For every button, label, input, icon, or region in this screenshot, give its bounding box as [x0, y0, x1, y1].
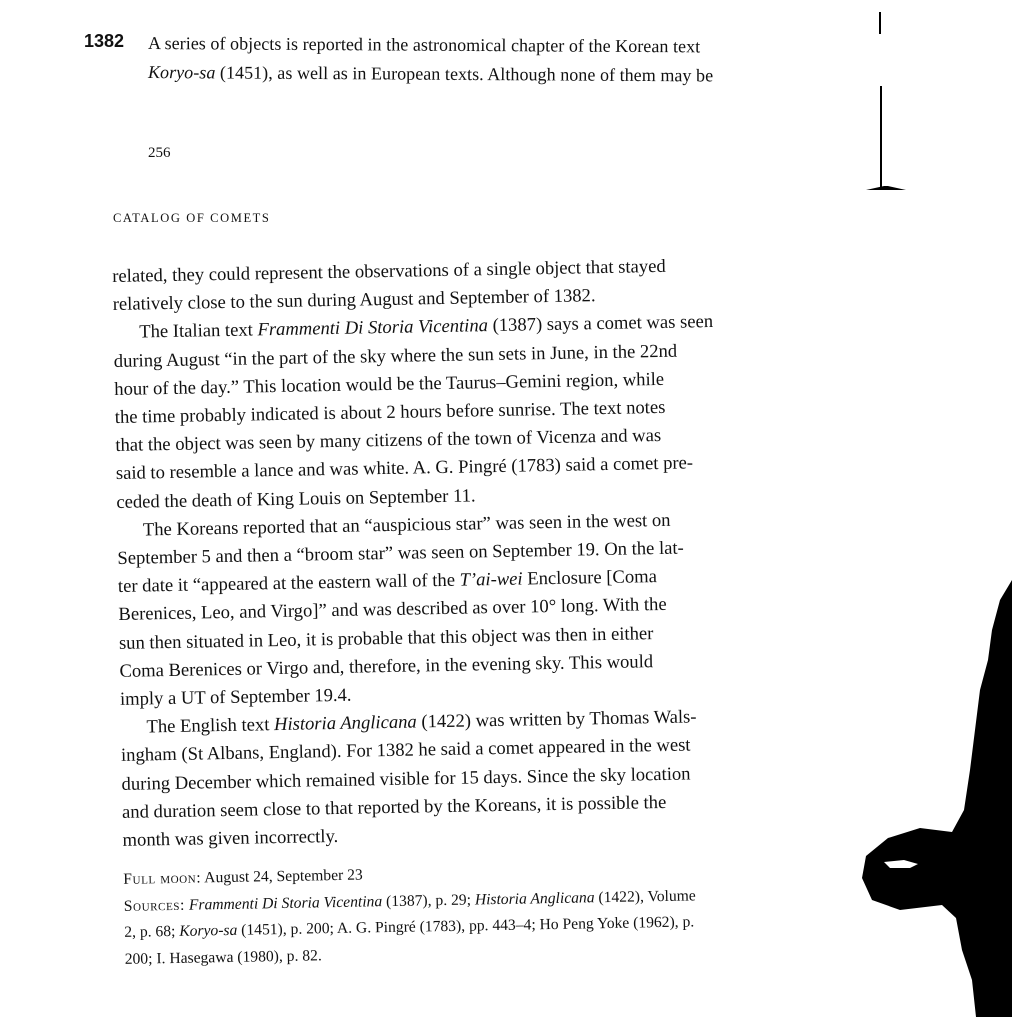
scan-edge-shadow	[860, 560, 1012, 1017]
page-number: 256	[148, 145, 171, 161]
text-line: that the object was seen by many citizens of the town of Vicenza and was	[115, 425, 662, 457]
text-line: ceded the death of King Louis on September 11.	[116, 485, 476, 513]
full-moon-note: Full moon: August 24, September 23	[123, 866, 363, 889]
text-line: during August “in the part of the sky where the sun sets in June, in the 22nd	[113, 340, 678, 372]
text-line: and duration seem close to that reported by the Koreans, it is possible the	[121, 791, 667, 823]
sources-note: 2, p. 68; Koryo-sa (1451), p. 200; A. G. Pingré (1783), pp. 443–4; Ho Peng Yoke (1962), p.	[124, 913, 695, 942]
entry-number: 1382	[84, 31, 125, 51]
sources-label: Sources:	[123, 896, 186, 915]
full-moon-label: Full moon:	[123, 869, 202, 889]
text-line: September 5 and then a “broom star” was seen on September 19. On the lat-	[117, 537, 684, 569]
text-line: Coma Berenices or Virgo and, therefore, in the evening sky. This would	[119, 650, 654, 682]
text-line: relatively close to the sun during August and September of 1382.	[112, 285, 596, 316]
sources-note: 200; I. Hasegawa (1980), p. 82.	[124, 947, 322, 968]
paragraph	[120, 701, 822, 855]
entry-intro-line: Koryo-sa (1451), as well as in European texts. Although none of them may be	[147, 62, 714, 86]
text-line: the time probably indicated is about 2 hours before sunrise. The text notes	[114, 396, 666, 428]
text-line: The Italian text Frammenti Di Storia Vicentina (1387) says a comet was seen	[139, 311, 714, 343]
paragraph	[113, 307, 817, 517]
text-title-italic: Koryo-sa	[147, 62, 216, 83]
paragraph	[117, 504, 821, 714]
text-line: The Koreans reported that an “auspicious star” was seen in the west on	[142, 509, 671, 541]
text-line: during December which remained visible for 15 days. Since the sky location	[121, 763, 691, 795]
notes-section	[123, 854, 825, 973]
text-line: related, they could represent the observations of a single object that stayed	[112, 255, 666, 287]
text-line: imply a UT of September 19.4.	[119, 684, 352, 710]
scan-margin-rule	[880, 86, 882, 188]
text-line: month was given incorrectly.	[122, 826, 339, 851]
scan-margin-foot	[866, 186, 906, 190]
sources-note: Sources: Frammenti Di Storia Vicentina (1387), p. 29; Historia Anglicana (1422), Volume	[123, 887, 696, 915]
text-line: Berenices, Leo, and Virgo]” and was described as over 10° long. With the	[118, 594, 667, 626]
text-line: said to resemble a lance and was white. A. G. Pingré (1783) said a comet pre-	[115, 452, 694, 485]
text-line: hour of the day.” This location would be the Taurus–Gemini region, while	[114, 368, 665, 400]
running-head: CATALOG OF COMETS	[113, 211, 271, 225]
scan-margin-tick	[879, 12, 881, 34]
text-line: ter date it “appeared at the eastern wall of the T’ai-wei Enclosure [Coma	[117, 566, 658, 598]
text-line: sun then situated in Leo, it is probable that this object was then in either	[118, 622, 654, 654]
text-line: ingham (St Albans, England). For 1382 he said a comet appeared in the west	[120, 734, 691, 767]
body-text	[112, 250, 825, 973]
text-line: The English text Historia Anglicana (1422) was written by Thomas Wals-	[146, 706, 697, 738]
entry-intro-line: A series of objects is reported in the astronomical chapter of the Korean text	[147, 33, 701, 57]
